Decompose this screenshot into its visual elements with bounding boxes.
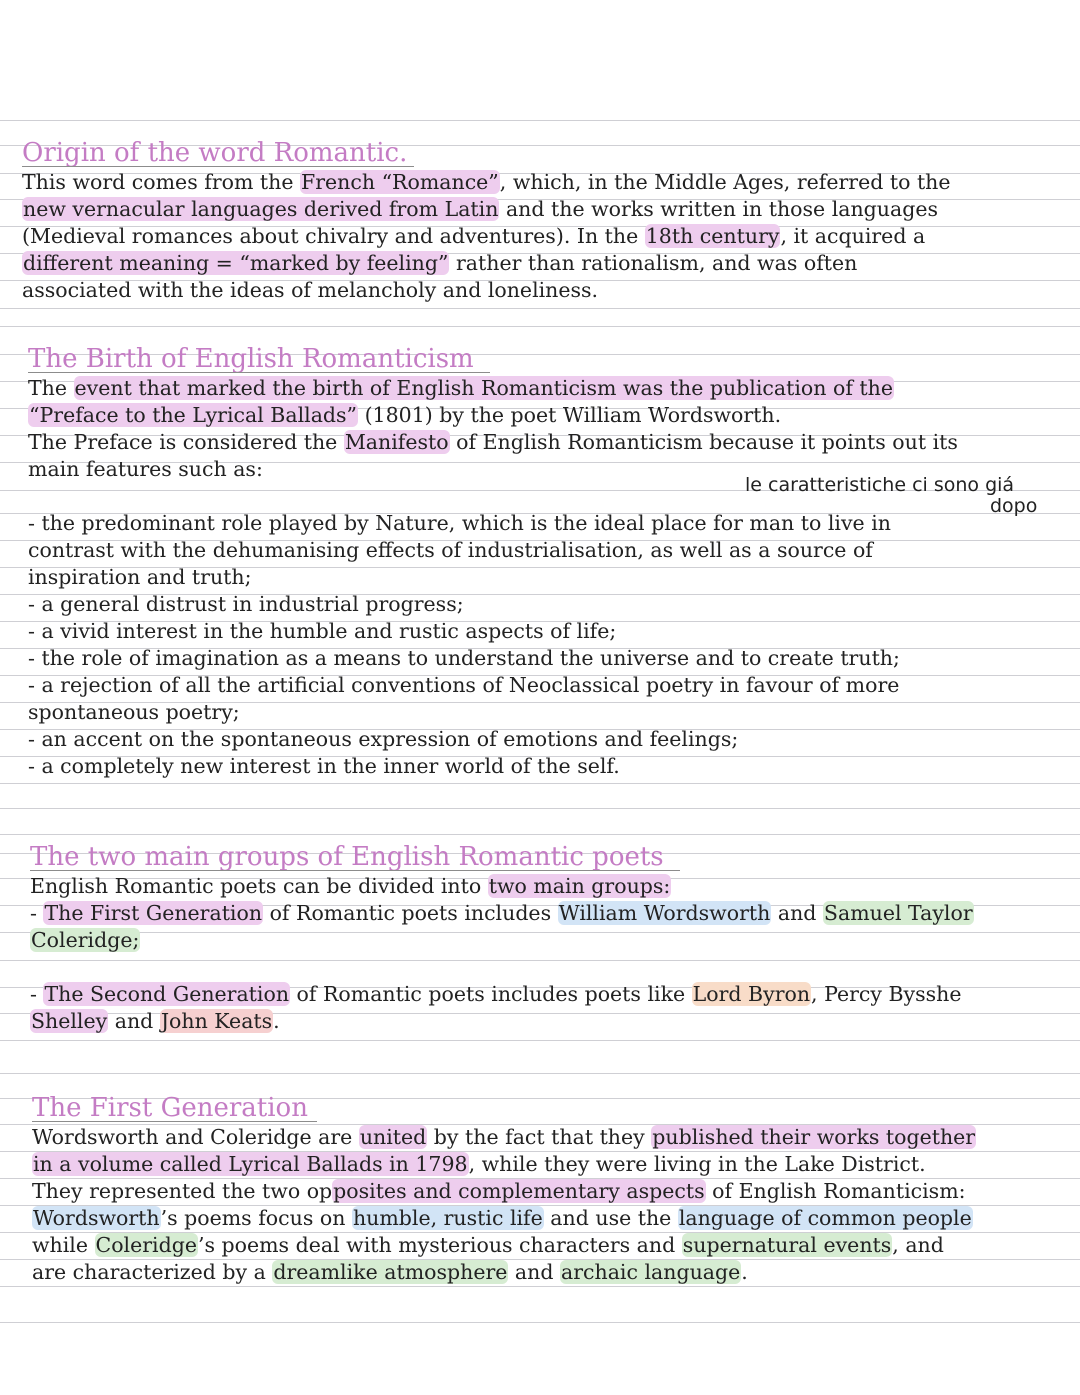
text-run: , Percy Bysshe xyxy=(811,982,962,1006)
text-run: and the works written in those languages xyxy=(499,197,938,221)
ruled-line xyxy=(0,783,1080,784)
highlighted-text: published their works together xyxy=(652,1125,976,1149)
text-run: - xyxy=(30,901,44,925)
ruled-line xyxy=(0,308,1080,309)
ruled-line xyxy=(0,1073,1080,1074)
highlighted-text: The First Generation xyxy=(44,901,263,925)
highlighted-text: in a volume called Lyrical Ballads in 1798 xyxy=(33,1152,468,1176)
text-run: and xyxy=(771,901,823,925)
text-line xyxy=(28,375,894,402)
highlighted-text: Coleridge; xyxy=(31,928,140,952)
highlighted-text: “Preface to the Lyrical Ballads” xyxy=(29,403,358,427)
text-run: (1801) by the poet William Wordsworth. xyxy=(358,403,782,427)
text-line xyxy=(28,456,263,483)
text-line xyxy=(32,1124,976,1151)
text-run: and xyxy=(108,1009,160,1033)
text-run: of English Romanticism: xyxy=(705,1179,966,1203)
text-run: of Romantic poets includes poets like xyxy=(290,982,692,1006)
highlighted-text: humble, rustic life xyxy=(352,1206,543,1230)
ruled-line xyxy=(0,1040,1080,1041)
highlighted-text: Shelley xyxy=(31,1009,108,1033)
text-line xyxy=(22,169,951,196)
text-run: , it acquired a xyxy=(780,224,926,248)
highlighted-text: Lord Byron xyxy=(692,982,811,1006)
text-run: - xyxy=(30,982,44,1006)
text-line xyxy=(28,402,781,429)
text-line xyxy=(30,981,961,1008)
text-line xyxy=(30,900,974,927)
highlighted-text: dreamlike atmosphere xyxy=(273,1260,508,1284)
ruled-line xyxy=(0,120,1080,121)
text-run: , which, in the Middle Ages, referred to the xyxy=(499,170,951,194)
highlighted-text: Wordsworth xyxy=(33,1206,160,1230)
highlighted-text: united xyxy=(359,1125,427,1149)
highlighted-text: new vernacular languages derived from Latin xyxy=(23,197,499,221)
text-run: , while they were living in the Lake District. xyxy=(468,1152,926,1176)
text-run: of English Romanticism because it points out its xyxy=(449,430,958,454)
text-line xyxy=(32,1178,966,1205)
text-run: This word comes from the xyxy=(22,170,301,194)
text-run: spontaneous poetry; xyxy=(28,700,240,724)
text-line xyxy=(30,927,140,954)
highlighted-text: different meaning = “marked by feeling” xyxy=(23,251,449,275)
ruled-line xyxy=(0,1322,1080,1323)
text-line xyxy=(22,223,925,250)
text-line xyxy=(28,672,899,699)
highlighted-text: Manifesto xyxy=(344,430,449,454)
text-run: are characterized by a xyxy=(32,1260,273,1284)
highlighted-text: John Keats xyxy=(160,1009,273,1033)
highlighted-text: supernatural events xyxy=(682,1233,892,1257)
text-run: The xyxy=(28,376,74,400)
section-title: The two main groups of English Romantic poets xyxy=(30,842,664,872)
text-run: contrast with the dehumanising effects of industrialisation, as well as a source of xyxy=(28,538,873,562)
text-run: main features such as: xyxy=(28,457,263,481)
text-line xyxy=(32,1232,944,1259)
section-title: The Birth of English Romanticism xyxy=(28,344,474,374)
highlighted-text: two main groups: xyxy=(488,874,671,898)
highlighted-text: language of common people xyxy=(678,1206,972,1230)
text-line xyxy=(32,1151,926,1178)
text-run: by the fact that they xyxy=(427,1125,652,1149)
text-line xyxy=(22,250,857,277)
text-line xyxy=(28,537,873,564)
text-line xyxy=(28,726,738,753)
highlighted-text: posites and complementary aspects xyxy=(333,1179,705,1203)
title-underline xyxy=(30,870,680,871)
text-run: and use the xyxy=(543,1206,678,1230)
section-title: Origin of the word Romantic. xyxy=(22,138,408,168)
highlighted-text: archaic language xyxy=(561,1260,741,1284)
text-run: ’s poems deal with mysterious characters and xyxy=(197,1233,682,1257)
ruled-line xyxy=(0,808,1080,809)
text-run: . xyxy=(273,1009,280,1033)
text-run: while xyxy=(32,1233,95,1257)
text-run: . xyxy=(741,1260,748,1284)
text-line xyxy=(28,429,958,456)
text-line xyxy=(22,277,598,304)
text-run: Wordsworth and Coleridge are xyxy=(32,1125,359,1149)
highlighted-text: The Second Generation xyxy=(44,982,290,1006)
highlighted-text: Samuel Taylor xyxy=(823,901,973,925)
text-run: ’s poems focus on xyxy=(160,1206,352,1230)
section-title: The First Generation xyxy=(32,1093,308,1123)
text-run: (Medieval romances about chivalry and adventures). In the xyxy=(22,224,645,248)
title-underline xyxy=(28,372,490,373)
text-run: The Preface is considered the xyxy=(28,430,344,454)
text-line xyxy=(28,510,891,537)
text-run: - a vivid interest in the humble and rustic aspects of life; xyxy=(28,619,617,643)
text-run: - a general distrust in industrial progress; xyxy=(28,592,464,616)
text-run: rather than rationalism, and was often xyxy=(449,251,858,275)
ruled-line xyxy=(0,1286,1080,1287)
handwritten-note-line-1: le caratteristiche ci sono giá xyxy=(745,474,1015,496)
ruled-line xyxy=(0,960,1080,961)
handwritten-note-line-2: dopo xyxy=(990,495,1038,517)
text-run: of Romantic poets includes xyxy=(263,901,558,925)
text-run: - a completely new interest in the inner world of the self. xyxy=(28,754,620,778)
text-line xyxy=(28,564,252,591)
text-run: and xyxy=(508,1260,560,1284)
title-underline xyxy=(22,166,414,167)
text-run: English Romantic poets can be divided into xyxy=(30,874,488,898)
text-run: - a rejection of all the artificial conventions of Neoclassical poetry in favour of more xyxy=(28,673,900,697)
highlighted-text: Coleridge xyxy=(95,1233,197,1257)
highlighted-text: French “Romance” xyxy=(301,170,499,194)
text-run: - an accent on the spontaneous expression of emotions and feelings; xyxy=(28,727,739,751)
highlighted-text: William Wordsworth xyxy=(558,901,771,925)
text-line xyxy=(32,1205,973,1232)
text-line xyxy=(28,618,616,645)
text-run: , and xyxy=(892,1233,944,1257)
text-line xyxy=(28,591,464,618)
text-line xyxy=(32,1259,748,1286)
highlighted-text: event that marked the birth of English Romanticism was the publication of the xyxy=(74,376,893,400)
text-run: associated with the ideas of melancholy and loneliness. xyxy=(22,278,599,302)
text-run: inspiration and truth; xyxy=(28,565,252,589)
text-line xyxy=(30,1008,280,1035)
text-run: - the predominant role played by Nature, which is the ideal place for man to live in xyxy=(28,511,891,535)
text-run: They represented the two op xyxy=(32,1179,333,1203)
highlighted-text: 18th century xyxy=(645,224,780,248)
text-line xyxy=(22,196,938,223)
title-underline xyxy=(32,1121,317,1122)
text-line xyxy=(28,699,240,726)
ruled-line xyxy=(0,834,1080,835)
text-run: - the role of imagination as a means to understand the universe and to create truth; xyxy=(28,646,900,670)
text-line xyxy=(30,873,671,900)
text-line xyxy=(28,753,620,780)
ruled-line xyxy=(0,932,1080,933)
ruled-line xyxy=(0,326,1080,327)
text-line xyxy=(28,645,900,672)
